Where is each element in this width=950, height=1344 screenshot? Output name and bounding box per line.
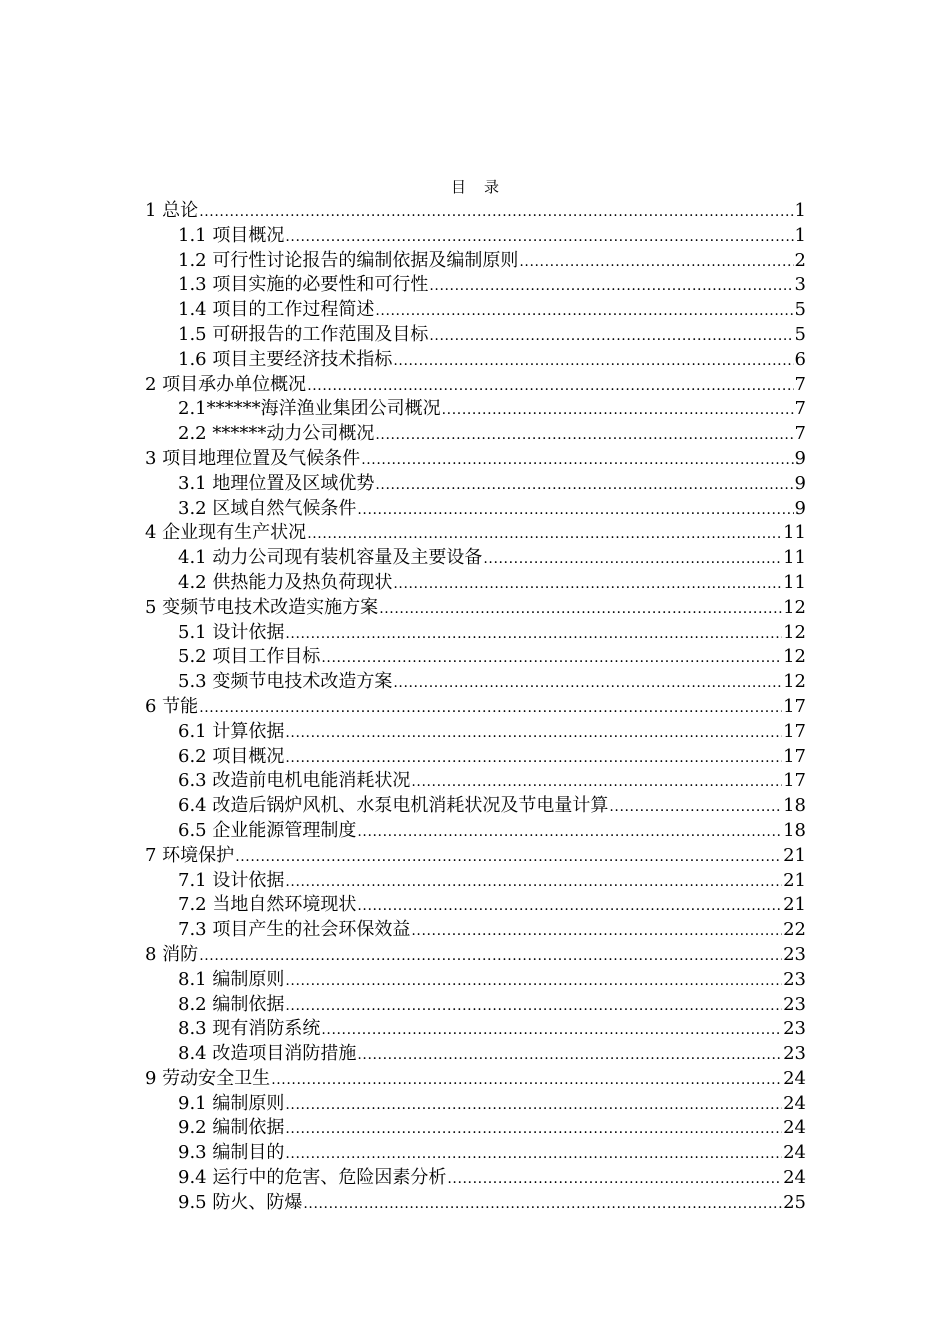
toc-dot-leader	[379, 596, 782, 621]
toc-entry-page-number: 18	[783, 819, 806, 841]
toc-section-entry[interactable]	[145, 397, 806, 422]
toc-dot-leader	[375, 298, 793, 323]
toc-dot-leader	[285, 1141, 782, 1166]
toc-entry-label: 8.2 编制依据	[178, 993, 285, 1015]
toc-entry-label: 9.5 防火、防爆	[178, 1191, 303, 1213]
toc-entry-label: 3 项目地理位置及气候条件	[145, 447, 361, 469]
toc-entry-label: 4.2 供热能力及热负荷现状	[178, 571, 393, 593]
toc-section-entry[interactable]	[145, 1191, 806, 1216]
toc-entry-page-number: 5	[794, 323, 806, 345]
toc-entry-page-number: 24	[783, 1117, 806, 1139]
toc-entry-label: 4 企业现有生产状况	[145, 522, 307, 544]
toc-dot-leader	[199, 199, 793, 224]
toc-dot-leader	[307, 521, 782, 546]
toc-dot-leader	[361, 447, 793, 472]
toc-entry-label: 5.2 项目工作目标	[178, 646, 321, 668]
toc-section-entry[interactable]	[145, 670, 806, 695]
toc-dot-leader	[442, 397, 794, 422]
toc-entry-page-number: 2	[794, 249, 806, 271]
toc-dot-leader	[271, 1067, 782, 1092]
toc-section-entry[interactable]	[145, 1166, 806, 1191]
toc-dot-leader	[411, 918, 782, 943]
toc-section-entry[interactable]	[145, 273, 806, 298]
toc-entry-label: 2 项目承办单位概况	[145, 373, 307, 395]
toc-section-entry[interactable]	[145, 769, 806, 794]
toc-section-entry[interactable]	[145, 819, 806, 844]
toc-dot-leader	[307, 373, 793, 398]
toc-entry-label: 2.1******海洋渔业集团公司概况	[178, 398, 441, 420]
toc-entry-page-number: 7	[794, 373, 806, 395]
toc-dot-leader	[285, 993, 782, 1018]
toc-entry-page-number: 24	[783, 1167, 806, 1189]
toc-dot-leader	[303, 1191, 782, 1216]
toc-entry-page-number: 5	[794, 299, 806, 321]
toc-entry-page-number: 1	[794, 200, 806, 221]
toc-dot-leader	[235, 844, 782, 869]
toc-section-entry[interactable]	[145, 720, 806, 745]
toc-entry-page-number: 11	[783, 547, 806, 569]
toc-section-entry[interactable]	[145, 918, 806, 943]
toc-entry-page-number: 11	[783, 522, 806, 544]
toc-section-entry[interactable]	[145, 621, 806, 646]
toc-dot-leader	[393, 571, 782, 596]
toc-chapter-entry[interactable]	[145, 199, 806, 224]
toc-entry-label: 9.3 编制目的	[178, 1142, 285, 1164]
toc-dot-leader	[285, 224, 793, 249]
toc-entry-page-number: 12	[783, 646, 806, 668]
toc-dot-leader	[393, 348, 793, 373]
toc-entry-page-number: 23	[783, 943, 806, 965]
toc-entry-page-number: 17	[783, 770, 806, 792]
toc-entry-page-number: 7	[794, 423, 806, 445]
toc-dot-leader	[393, 670, 782, 695]
toc-entry-page-number: 11	[783, 571, 806, 593]
toc-section-entry[interactable]	[145, 993, 806, 1018]
toc-section-entry[interactable]	[145, 323, 806, 348]
toc-dot-leader	[429, 323, 793, 348]
toc-entry-label: 8.3 现有消防系统	[178, 1018, 321, 1040]
toc-section-entry[interactable]	[145, 869, 806, 894]
toc-dot-leader	[519, 249, 793, 274]
toc-dot-leader	[411, 769, 782, 794]
toc-section-entry[interactable]	[145, 224, 806, 249]
toc-entry-label: 7.3 项目产生的社会环保效益	[178, 919, 411, 941]
toc-section-entry[interactable]	[145, 1092, 806, 1117]
toc-dot-leader	[429, 273, 793, 298]
toc-entry-page-number: 23	[783, 993, 806, 1015]
toc-entry-page-number: 24	[783, 1092, 806, 1114]
toc-entry-label: 3.1 地理位置及区域优势	[178, 472, 375, 494]
toc-entry-label: 9.1 编制原则	[178, 1092, 285, 1114]
toc-entry-page-number: 21	[783, 844, 806, 866]
toc-section-entry[interactable]	[145, 1042, 806, 1067]
toc-dot-leader	[357, 497, 793, 522]
toc-entry-page-number: 1	[794, 224, 806, 246]
toc-entry-label: 9.4 运行中的危害、危险因素分析	[178, 1167, 447, 1189]
toc-chapter-entry[interactable]	[145, 521, 806, 546]
toc-chapter-entry[interactable]	[145, 695, 806, 720]
toc-entry-label: 6.3 改造前电机电能消耗状况	[178, 770, 411, 792]
toc-entry-page-number: 12	[783, 671, 806, 693]
toc-entry-page-number: 12	[783, 596, 806, 618]
toc-section-entry[interactable]	[145, 1116, 806, 1141]
toc-entry-label: 5.3 变频节电技术改造方案	[178, 671, 393, 693]
toc-section-entry[interactable]	[145, 968, 806, 993]
toc-section-entry[interactable]	[145, 348, 806, 373]
toc-entry-label: 8.4 改造项目消防措施	[178, 1043, 357, 1065]
toc-section-entry[interactable]	[145, 298, 806, 323]
toc-entry-page-number: 17	[783, 720, 806, 742]
toc-dot-leader	[357, 1042, 782, 1067]
toc-entry-page-number: 23	[783, 968, 806, 990]
toc-section-entry[interactable]	[145, 1017, 806, 1042]
toc-entry-label: 9 劳动安全卫生	[145, 1067, 271, 1089]
toc-chapter-entry[interactable]	[145, 943, 806, 968]
toc-section-entry[interactable]	[145, 546, 806, 571]
toc-entry-page-number: 3	[794, 274, 806, 296]
toc-list	[145, 199, 806, 1216]
toc-section-entry[interactable]	[145, 497, 806, 522]
toc-section-entry[interactable]	[145, 1141, 806, 1166]
toc-dot-leader	[285, 745, 782, 770]
toc-entry-page-number: 9	[794, 447, 806, 469]
toc-entry-page-number: 21	[783, 894, 806, 916]
toc-entry-label: 1.4 项目的工作过程简述	[178, 299, 375, 321]
toc-entry-label: 7.1 设计依据	[178, 869, 285, 891]
toc-entry-label: 7.2 当地自然环境现状	[178, 894, 357, 916]
toc-entry-page-number: 6	[794, 348, 806, 370]
toc-entry-page-number: 22	[783, 919, 806, 941]
toc-dot-leader	[199, 943, 782, 968]
toc-chapter-entry[interactable]	[145, 844, 806, 869]
toc-dot-leader	[285, 720, 782, 745]
toc-entry-label: 6 节能	[145, 695, 199, 717]
toc-entry-label: 9.2 编制依据	[178, 1117, 285, 1139]
toc-dot-leader	[321, 1017, 782, 1042]
toc-entry-page-number: 17	[783, 745, 806, 767]
toc-entry-label: 1.5 可研报告的工作范围及目标	[178, 323, 429, 345]
toc-dot-leader	[285, 1116, 782, 1141]
toc-entry-label: 1 总论	[145, 200, 199, 221]
toc-entry-label: 6.1 计算依据	[178, 720, 285, 742]
toc-dot-leader	[357, 893, 782, 918]
toc-entry-page-number: 9	[794, 472, 806, 494]
toc-entry-page-number: 21	[783, 869, 806, 891]
toc-entry-label: 5.1 设计依据	[178, 621, 285, 643]
toc-dot-leader	[609, 794, 782, 819]
toc-dot-leader	[285, 869, 782, 894]
toc-dot-leader	[483, 546, 782, 571]
toc-dot-leader	[285, 1092, 782, 1117]
toc-entry-page-number: 25	[783, 1191, 806, 1213]
toc-entry-label: 1.2 可行性讨论报告的编制依据及编制原则	[178, 249, 519, 271]
toc-entry-page-number: 18	[783, 795, 806, 817]
toc-dot-leader	[357, 819, 782, 844]
toc-dot-leader	[375, 472, 793, 497]
toc-entry-page-number: 23	[783, 1043, 806, 1065]
toc-chapter-entry[interactable]	[145, 596, 806, 621]
toc-entry-page-number: 24	[783, 1067, 806, 1089]
toc-dot-leader	[321, 645, 782, 670]
toc-chapter-entry[interactable]	[145, 1067, 806, 1092]
toc-entry-page-number: 12	[783, 621, 806, 643]
toc-entry-label: 1.3 项目实施的必要性和可行性	[178, 274, 429, 296]
toc-entry-page-number: 23	[783, 1018, 806, 1040]
toc-entry-label: 6.5 企业能源管理制度	[178, 819, 357, 841]
toc-section-entry[interactable]	[145, 794, 806, 819]
toc-entry-page-number: 7	[794, 398, 806, 420]
toc-entry-label: 6.4 改造后锅炉风机、水泵电机消耗状况及节电量计算	[178, 795, 609, 817]
toc-section-entry[interactable]	[145, 249, 806, 274]
toc-entry-label: 8 消防	[145, 943, 199, 965]
toc-section-entry[interactable]	[145, 472, 806, 497]
toc-entry-label: 5 变频节电技术改造实施方案	[145, 596, 379, 618]
toc-entry-label: 3.2 区域自然气候条件	[178, 497, 357, 519]
toc-entry-label: 4.1 动力公司现有装机容量及主要设备	[178, 547, 483, 569]
toc-dot-leader	[375, 422, 793, 447]
toc-entry-label: 6.2 项目概况	[178, 745, 285, 767]
toc-section-entry[interactable]	[145, 893, 806, 918]
toc-entry-page-number: 9	[794, 497, 806, 519]
toc-dot-leader	[285, 621, 782, 646]
toc-chapter-entry[interactable]	[145, 373, 806, 398]
toc-section-entry[interactable]	[145, 422, 806, 447]
toc-entry-label: 1.1 项目概况	[178, 224, 285, 246]
toc-section-entry[interactable]	[145, 745, 806, 770]
toc-entry-label: 7 环境保护	[145, 844, 235, 866]
toc-entry-page-number: 17	[783, 695, 806, 717]
toc-title: 目录	[450, 178, 517, 196]
toc-section-entry[interactable]	[145, 571, 806, 596]
toc-chapter-entry[interactable]	[145, 447, 806, 472]
toc-entry-page-number: 24	[783, 1142, 806, 1164]
toc-entry-label: 2.2 ******动力公司概况	[178, 423, 375, 445]
toc-entry-label: 1.6 项目主要经济技术指标	[178, 348, 393, 370]
toc-dot-leader	[447, 1166, 782, 1191]
toc-dot-leader	[285, 968, 782, 993]
toc-dot-leader	[199, 695, 782, 720]
toc-section-entry[interactable]	[145, 645, 806, 670]
toc-entry-label: 8.1 编制原则	[178, 968, 285, 990]
